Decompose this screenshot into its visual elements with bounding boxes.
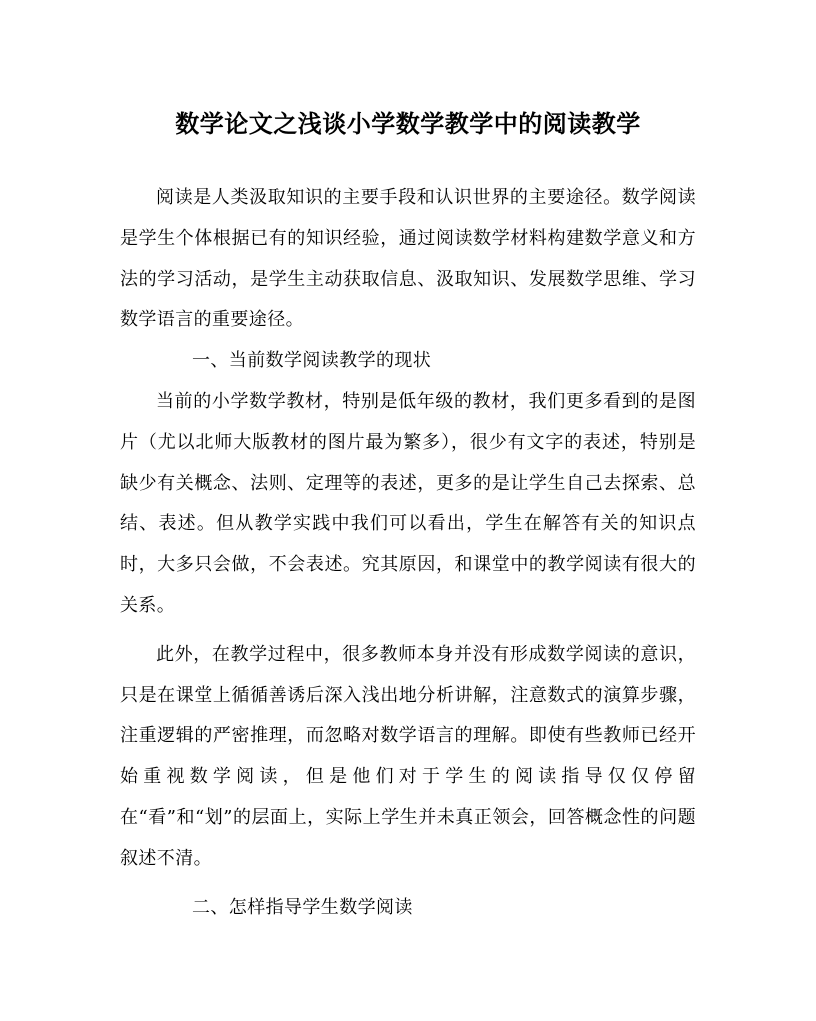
paragraph-gap (120, 880, 696, 888)
paragraph-gap (120, 627, 696, 635)
document-body (120, 178, 696, 928)
paragraph-teacher-awareness: 此外，在教学过程中，很多教师本身并没有形成数学阅读的意识，只是在课堂上循循善诱后深入浅出地分析讲解，注意数式的演算步骤，注重逻辑的严密推理，而忽略对数学语言的理解。即使有些教师已经开始重视数学阅读，但是他们对于学生的阅读指导仅仅停留在“看”和“划”的层面上，实际上学生并未真正领会，回答概念性的问题叙述不清。 (120, 643, 696, 869)
paragraph-textbook-status: 当前的小学数学教材，特别是低年级的教材，我们更多看到的是图片（尤以北师大版教材的图片最为繁多），很少有文字的表述，特别是缺少有关概念、法则、定理等的表述，更多的是让学生自己去探索、总结、表述。但从教学实践中我们可以看出，学生在解答有关的知识点时，大多只会做，不会表述。究其原因，和课堂中的教学阅读有很大的关系。 (120, 390, 696, 616)
paragraph-intro: 阅读是人类汲取知识的主要手段和认识世界的主要途径。数学阅读是学生个体根据已有的知识经验，通过阅读数学材料构建数学意义和方法的学习活动，是学生主动获取信息、汲取知识、发展数学思维、学习数学语言的重要途径。 (120, 187, 696, 331)
section-heading-current-status: 一、当前数学阅读教学的现状 (192, 350, 432, 372)
document-title: 数学论文之浅谈小学数学教学中的阅读教学 (175, 109, 641, 138)
section-heading-how-to-guide: 二、怎样指导学生数学阅读 (192, 896, 413, 918)
